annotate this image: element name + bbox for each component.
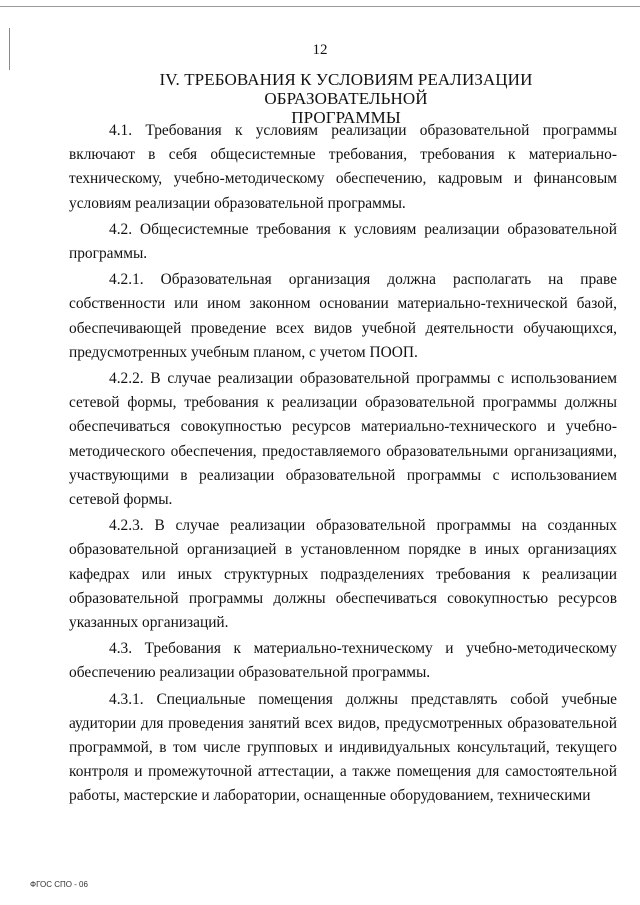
page-number: 12 <box>312 42 328 58</box>
paragraph-4-2-1: 4.2.1. Образовательная организация должна располагать на праве собственности или ином законном основании материально-технической базой, обеспечивающей проведение всех видов учебной деятельности обучающихся, предусмотренных учебным планом, с учетом ПООП. <box>69 271 617 361</box>
document-body <box>69 119 617 811</box>
section-heading-line-2: ПРОГРАММЫ <box>291 108 401 127</box>
paragraph-4-2: 4.2. Общесистемные требования к условиям реализации образовательной программы. <box>69 220 617 263</box>
footer-label: ФГОС СПО - 06 <box>30 880 88 889</box>
scan-top-edge <box>0 6 640 7</box>
section-heading-line-1: IV. ТРЕБОВАНИЯ К УСЛОВИЯМ РЕАЛИЗАЦИИ ОБРАЗОВАТЕЛЬНОЙ <box>159 70 533 108</box>
paragraph-4-1: 4.1. Требования к условиям реализации образовательной программы включают в себя общесистемные требования, требования к материально-техническому, учебно-методическому обеспечению, кадровым и финансовым условиям реализации образовательной программы. <box>69 122 617 212</box>
paragraph-4-2-2: 4.2.2. В случае реализации образовательной программы с использованием сетевой формы, требования к реализации образовательной программы должны обеспечиваться совокупностью ресурсов материально-технического и учебно-методического обеспечения, предоставляемого образовательными организациями, участвующими в реализации образовательной программы с использованием сетевой формы. <box>69 370 617 509</box>
paragraph-4-3: 4.3. Требования к материально-техническому и учебно-методическому обеспечению реализации образовательной программы. <box>69 640 617 682</box>
paragraph-4-3-1: 4.3.1. Специальные помещения должны представлять собой учебные аудитории для проведения занятий всех видов, предусмотренных образовательной программой, в том числе групповых и индивидуальных консультаций, текущего контроля и промежуточной аттестации, а также помещения для самостоятельной работы, мастерские и лаборатории, оснащенные оборудованием, техническими <box>69 690 617 805</box>
paragraph-4-2-3: 4.2.3. В случае реализации образовательной программы на созданных образовательной организацией в установленном порядке в иных организациях кафедрах или иных структурных подразделениях требования к реализации образовательной программы должны обеспечиваться совокупностью ресурсов указанных организаций. <box>69 517 617 632</box>
